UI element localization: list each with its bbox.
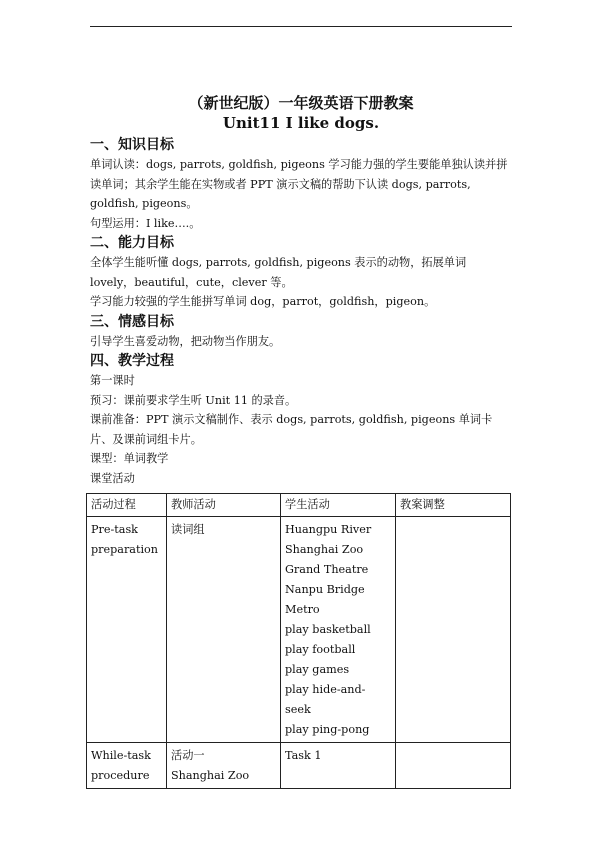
cell-line: play ping-pong	[285, 723, 370, 736]
teacher-cell	[167, 743, 281, 789]
cell-line: Nanpu Bridge	[285, 583, 365, 596]
section-ability	[90, 233, 512, 312]
cell-line: 活动一	[171, 749, 205, 762]
paragraph: 句型运用：I like….。	[90, 216, 201, 230]
document-title: （新世纪版）一年级英语下册教案	[188, 94, 414, 112]
adjust-cell	[396, 743, 511, 789]
cell-line: Shanghai Zoo	[285, 543, 364, 556]
teacher-cell	[167, 517, 281, 743]
column-header: 教师活动	[167, 494, 281, 517]
student-cell	[281, 517, 396, 743]
section-heading: 二、能力目标	[90, 235, 174, 251]
stage-cell	[87, 517, 167, 743]
cell-line: Grand Theatre	[285, 563, 369, 576]
adjust-cell	[396, 517, 511, 743]
cell-line: Metro	[285, 603, 320, 616]
document-body	[90, 93, 512, 488]
header-rule	[90, 26, 512, 27]
column-header: 教案调整	[396, 494, 511, 517]
paragraph: 全体学生能听懂 dogs, parrots, goldfish, pigeons 表示的动物，拓展单词 lovely，beautiful，cute，clever 等。	[90, 256, 467, 289]
cell-line: Task 1	[285, 749, 322, 762]
section-heading: 一、知识目标	[90, 137, 174, 153]
cell-line: Huangpu River	[285, 523, 372, 536]
paragraph: 课型：单词教学	[90, 452, 169, 465]
paragraph: 第一课时	[90, 374, 135, 387]
paragraph: 单词认读：dogs, parrots, goldfish, pigeons 学习能力强的学生要能单独认读并拼读单词；其余学生能在实物或者 PPT 演示文稿的帮助下认读 dogs, parrots, goldfish, pigeons。	[90, 158, 508, 210]
section-knowledge	[90, 135, 512, 233]
table-row	[87, 517, 511, 743]
cell-line: procedure	[91, 769, 150, 782]
column-header: 活动过程	[87, 494, 167, 517]
cell-line: play football	[285, 643, 356, 656]
paragraph: 课前准备：PPT 演示文稿制作、表示 dogs, parrots, goldfish, pigeons 单词卡片、及课前词组卡片。	[90, 413, 493, 446]
cell-line: Shanghai Zoo	[171, 769, 250, 782]
cell-line: Pre-task	[91, 523, 138, 536]
student-cell	[281, 743, 396, 789]
cell-line: play hide-and-seek	[285, 683, 366, 716]
cell-line: play games	[285, 663, 350, 676]
cell-line: While-task	[91, 749, 151, 762]
section-heading: 三、情感目标	[90, 313, 174, 330]
table-row	[87, 743, 511, 789]
section-emotion	[90, 312, 512, 352]
stage-cell	[87, 743, 167, 789]
section-process	[90, 351, 512, 488]
activity-table	[86, 493, 511, 789]
paragraph: 学习能力较强的学生能拼写单词 dog，parrot，goldfish，pigeon。	[90, 295, 436, 308]
table-header-row	[87, 494, 511, 517]
paragraph: 引导学生喜爱动物，把动物当作朋友。	[90, 334, 281, 348]
document-subtitle: Unit11 I like dogs.	[222, 114, 380, 132]
cell-line: play basketball	[285, 623, 371, 636]
paragraph: 课堂活动	[90, 471, 135, 485]
column-header: 学生活动	[281, 494, 396, 517]
cell-line: 读词组	[171, 523, 205, 536]
paragraph: 预习：课前要求学生听 Unit 11 的录音。	[90, 393, 297, 407]
section-heading: 四、教学过程	[90, 353, 174, 369]
cell-line: preparation	[91, 543, 158, 556]
